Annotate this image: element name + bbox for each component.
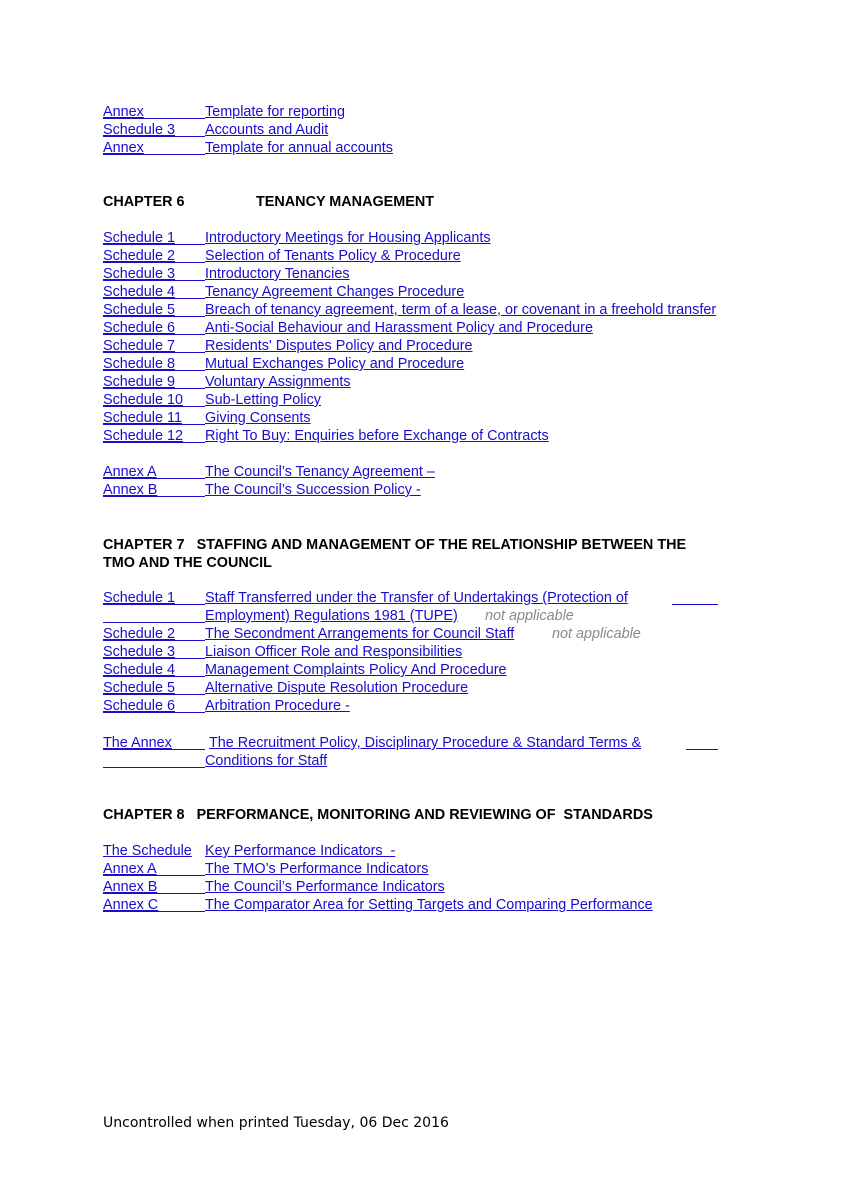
- toc-link[interactable]: [103, 427, 803, 445]
- toc-text: Breach of tenancy agreement, term of a lease, or covenant in a freehold transfer: [205, 302, 717, 318]
- toc-link[interactable]: [103, 265, 803, 283]
- chapter-title: TENANCY MANAGEMENT: [256, 194, 435, 210]
- toc-label: Annex B: [103, 482, 158, 498]
- chapter-number: CHAPTER 7: [103, 537, 185, 553]
- toc-link[interactable]: [103, 391, 803, 409]
- toc-label: Schedule 2: [103, 248, 176, 264]
- toc-link[interactable]: [103, 337, 803, 355]
- chapter-number: CHAPTER 6: [103, 194, 185, 210]
- toc-link[interactable]: [103, 301, 803, 319]
- toc-link[interactable]: [103, 355, 803, 373]
- chapter-7-heading: [103, 536, 803, 572]
- toc-text: Right To Buy: Enquiries before Exchange of Contracts: [205, 428, 549, 444]
- toc-link[interactable]: [103, 625, 803, 643]
- toc-text: Alternative Dispute Resolution Procedure: [205, 680, 469, 696]
- toc-label: Schedule 6: [103, 698, 176, 714]
- toc-text: The Secondment Arrangements for Council Staff: [205, 626, 515, 642]
- toc-text: Anti-Social Behaviour and Harassment Policy and Procedure: [205, 320, 593, 336]
- toc-link[interactable]: [103, 409, 803, 427]
- toc-label: Annex A: [103, 464, 157, 480]
- toc-text: The Council’s Succession Policy -: [205, 482, 421, 498]
- toc-text: Residents' Disputes Policy and Procedure: [205, 338, 473, 354]
- toc-link[interactable]: [103, 697, 803, 715]
- toc-text: The Comparator Area for Setting Targets and Comparing Performance: [205, 897, 653, 913]
- toc-link[interactable]: [103, 247, 803, 265]
- print-footer: Uncontrolled when printed Tuesday, 06 Dec 2016: [103, 1115, 449, 1131]
- toc-label: The Annex: [103, 735, 172, 751]
- chapter-number: CHAPTER 8: [103, 807, 185, 823]
- toc-label: Annex A: [103, 861, 157, 877]
- not-applicable-note: not applicable: [552, 626, 641, 642]
- toc-label: Schedule 8: [103, 356, 176, 372]
- toc-text: Conditions for Staff: [205, 753, 328, 769]
- toc-label: Schedule 1: [103, 230, 176, 246]
- intro-links: [103, 103, 803, 157]
- toc-label: Schedule 4: [103, 284, 176, 300]
- toc-text: Management Complaints Policy And Procedure: [205, 662, 507, 678]
- toc-link[interactable]: [103, 229, 803, 247]
- toc-link[interactable]: [103, 860, 803, 878]
- toc-label: Schedule 11: [103, 410, 182, 426]
- toc-label: Schedule 3: [103, 266, 176, 282]
- toc-label: Schedule 2: [103, 626, 176, 642]
- toc-text: Template for annual accounts: [205, 140, 393, 156]
- toc-text: Sub-Letting Policy: [205, 392, 321, 408]
- toc-text: Template for reporting: [205, 104, 345, 120]
- toc-label: Schedule 5: [103, 302, 176, 318]
- chapter-6-heading: [103, 193, 803, 211]
- toc-text: Staff Transferred under the Transfer of Undertakings (Protection of: [205, 590, 628, 606]
- toc-text: The Recruitment Policy, Disciplinary Procedure & Standard Terms &: [209, 735, 642, 751]
- chapter-6-schedules: [103, 229, 803, 445]
- toc-link[interactable]: [103, 283, 803, 301]
- chapter-title-line2: TMO AND THE COUNCIL: [103, 555, 272, 571]
- toc-label: Schedule 9: [103, 374, 176, 390]
- toc-link[interactable]: [103, 103, 803, 121]
- toc-link[interactable]: [103, 121, 803, 139]
- toc-link-continuation[interactable]: [103, 607, 803, 625]
- toc-text: Employment) Regulations 1981 (TUPE): [205, 608, 458, 624]
- toc-text: Mutual Exchanges Policy and Procedure: [205, 356, 465, 372]
- chapter-8-heading: [103, 806, 803, 824]
- toc-link[interactable]: [103, 661, 803, 679]
- toc-label: Schedule 6: [103, 320, 176, 336]
- toc-label: Schedule 5: [103, 680, 176, 696]
- toc-label: Annex C: [103, 897, 159, 913]
- toc-label: Schedule 7: [103, 338, 176, 354]
- toc-link[interactable]: [103, 373, 803, 391]
- not-applicable-note: not applicable: [485, 608, 574, 624]
- toc-link[interactable]: [103, 643, 803, 661]
- toc-label: Schedule 4: [103, 662, 176, 678]
- toc-text: Introductory Tenancies: [205, 266, 350, 282]
- toc-link[interactable]: [103, 679, 803, 697]
- toc-text: The TMO’s Performance Indicators: [205, 861, 429, 877]
- toc-label: Annex: [103, 140, 144, 156]
- toc-text: Giving Consents: [205, 410, 311, 426]
- chapter-title: PERFORMANCE, MONITORING AND REVIEWING OF STANDARDS: [196, 807, 653, 823]
- toc-text: Liaison Officer Role and Responsibilities: [205, 644, 463, 660]
- chapter-8-items: [103, 842, 803, 914]
- toc-text: Accounts and Audit: [205, 122, 329, 138]
- toc-link[interactable]: [103, 481, 803, 499]
- toc-text: Arbitration Procedure -: [205, 698, 350, 714]
- toc-text: Voluntary Assignments: [205, 374, 351, 390]
- toc-link-continuation[interactable]: [103, 752, 803, 770]
- toc-link[interactable]: [103, 589, 803, 607]
- toc-label: Annex: [103, 104, 144, 120]
- toc-link[interactable]: [103, 842, 803, 860]
- toc-link[interactable]: [103, 139, 803, 157]
- chapter-7-annex: [103, 734, 803, 770]
- toc-link[interactable]: [103, 878, 803, 896]
- toc-label: Schedule 10: [103, 392, 184, 408]
- toc-text: Introductory Meetings for Housing Applicants: [205, 230, 491, 246]
- toc-link[interactable]: [103, 896, 803, 914]
- toc-label: The Schedule: [103, 843, 192, 859]
- toc-text: The Council’s Performance Indicators: [205, 879, 445, 895]
- toc-label: Schedule 12: [103, 428, 184, 444]
- toc-label: Schedule 1: [103, 590, 176, 606]
- toc-link[interactable]: [103, 319, 803, 337]
- toc-link[interactable]: [103, 463, 803, 481]
- toc-text: Key Performance Indicators -: [205, 843, 396, 859]
- chapter-7-schedules: [103, 589, 803, 715]
- toc-text: Tenancy Agreement Changes Procedure: [205, 284, 465, 300]
- toc-label: Schedule 3: [103, 644, 176, 660]
- toc-text: Selection of Tenants Policy & Procedure: [205, 248, 461, 264]
- chapter-title-line1: STAFFING AND MANAGEMENT OF THE RELATIONSHIP BETWEEN THE: [196, 537, 687, 553]
- toc-link[interactable]: [103, 734, 803, 752]
- toc-text: The Council’s Tenancy Agreement –: [205, 464, 435, 480]
- chapter-6-annexes: [103, 463, 803, 499]
- toc-label: Annex B: [103, 879, 158, 895]
- toc-label: Schedule 3: [103, 122, 176, 138]
